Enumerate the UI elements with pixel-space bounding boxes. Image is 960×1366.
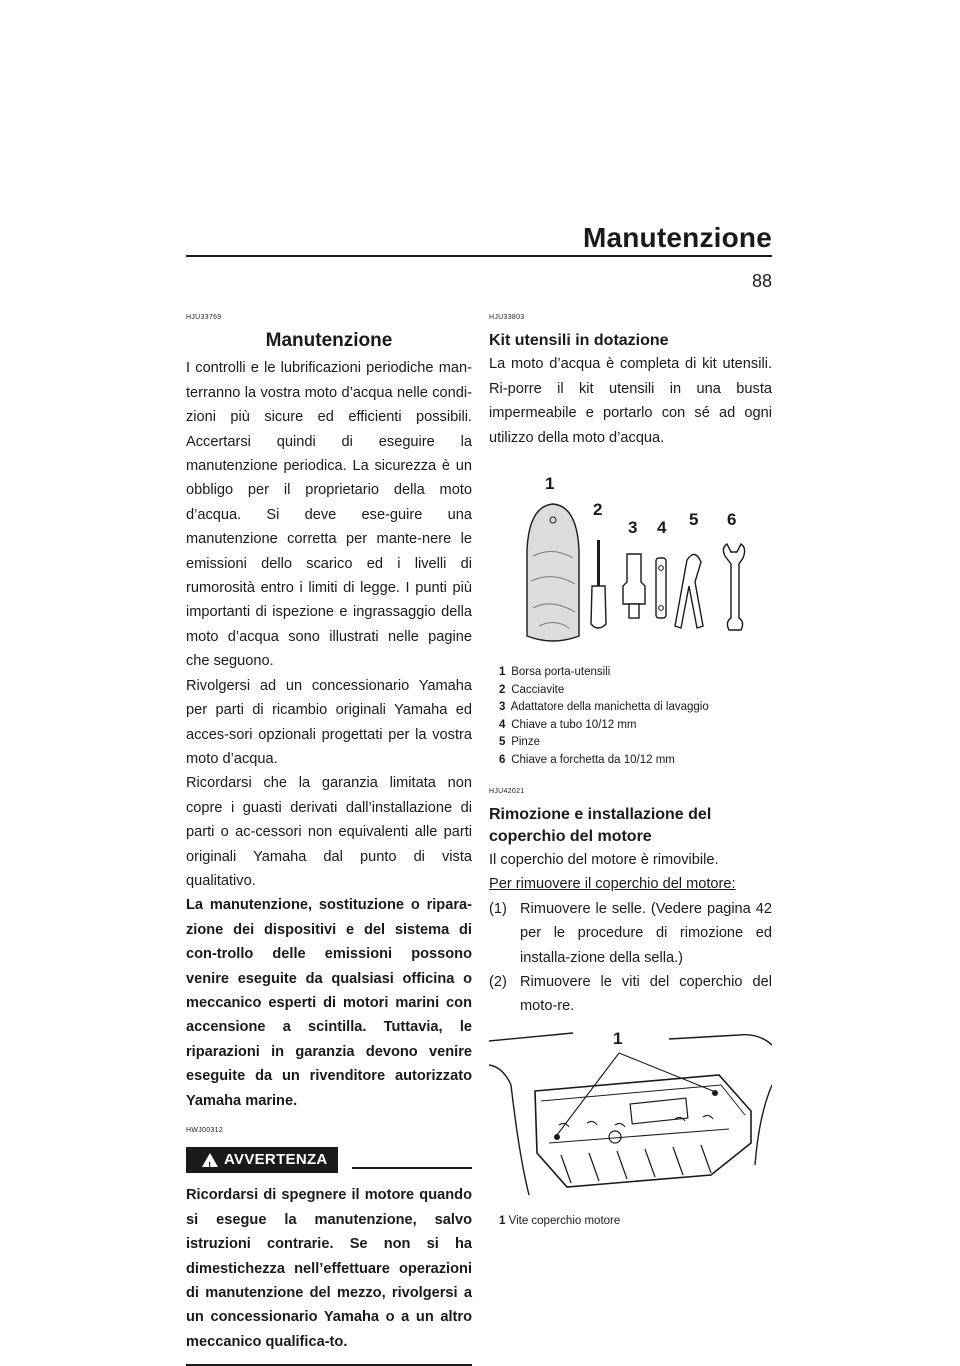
callout-1: 1 [545,474,555,494]
left-column [186,306,472,1366]
paragraph: I controlli e le lubrificazioni periodiche man-terranno la vostra moto d’acqua nelle condi-zioni più sicure ed efficienti possibili. Accertarsi quindi di eseguire la manutenzione periodica. La sicurezza è un obbligo per il proprietario della moto d’acqua. Si deve ese-guire una manutenzione corretta per mante-nere le emissioni dello scarico ed i livelli di rumorosità entro i limiti di legge. I punti più importanti di ispezione e ingrassaggio della moto d’acqua sono illustrati nelle pagine che seguono. [186,360,472,670]
emissions-note: La manutenzione, sostituzione o ripara-zione dei dispositivi e del sistema di con-trollo delle emissioni possono venire eseguite da qualsiasi officina o meccanico esperti di motori marini con accensione a scintilla. Tuttavia, le riparazioni in garanzia devono venire eseguite da un rivenditore autorizzato Yamaha marine. [186,897,472,1109]
step-item: (1) Rimuovere le selle. (Vedere pagina 42 per le procedure di rimozione ed installa-zione della sella.) [489,900,772,966]
warning-label: AVVERTENZA [224,1151,328,1169]
legend-item: 2 Cacciavite [499,683,565,696]
paragraph: Ricordarsi che la garanzia limitata non copre i guasti derivati dall’installazione di parti o ac-cessori non equivalenti alle parti originali Yamaha dal punto di vista qualitativo. [186,775,472,889]
kit-text: La moto d’acqua è completa di kit utensili. Ri-porre il kit utensili in una busta impermeabile e portarlo con sé ad ogni utilizzo della moto d’acqua. [489,356,772,446]
step-item: (2) Rimuovere le viti del coperchio del moto-re. [489,974,772,1015]
legend-item: 3 Adattatore della manichetta di lavaggio [499,701,709,714]
callout-3: 3 [628,518,638,538]
engine-cover-caption: 1 Vite coperchio motore [499,1214,621,1227]
warning-triangle-icon [202,1153,218,1167]
callout-2: 2 [593,500,603,520]
paragraph: Rivolgersi ad un concessionario Yamaha per parti di ricambio originali Yamaha ed acces-sori opzionali progettati per la vostra moto d’acqua. [186,677,472,767]
cover-intro: Il coperchio del motore è rimovibile. [489,852,719,868]
legend-item: 5 Pinze [499,736,540,749]
legend-item: 6 Chiave a forchetta da 10/12 mm [499,754,675,766]
callout-4: 4 [657,518,667,538]
engine-cover-illustration [489,1025,772,1205]
right-column [489,306,772,1233]
tool-kit-illustration [489,474,772,656]
warning-rule [352,1167,472,1169]
tool-legend [489,664,772,770]
warning-header [186,1147,472,1177]
callout-6: 6 [727,510,737,530]
legend-item: 1 Borsa porta-utensili [499,666,611,679]
warning-code: HWJ00312 [186,1127,224,1134]
header-rule [186,255,772,257]
section-heading: Manutenzione [265,330,393,352]
section-code: HJU42021 [489,787,525,795]
callout-5: 5 [689,510,699,530]
warning-badge [186,1147,338,1173]
page-number: 88 [751,271,772,291]
callout-1: 1 [613,1028,623,1048]
cover-subheading: Per rimuovere il coperchio del motore: [489,876,736,893]
legend-item: 4 Chiave a tubo 10/12 mm [499,718,637,731]
kit-heading: Kit utensili in dotazione [489,332,669,350]
warning-text: Ricordarsi di spegnere il motore quando si esegue la manutenzione, salvo istruzioni contrarie. Se non si ha dimestichezza nell’effettuare operazioni di manutenzione del mezzo, rivolgersi a un concessionario Yamaha o a un altro meccanico qualifica-to. [186,1187,472,1350]
section-code: HJU33769 [186,314,222,321]
page-header-title: Manutenzione [582,222,772,253]
section-code: HJU33803 [489,314,525,321]
cover-heading: Rimozione e installazione del coperchio del motore [489,806,712,845]
engine-cover-drawing [489,1025,772,1205]
